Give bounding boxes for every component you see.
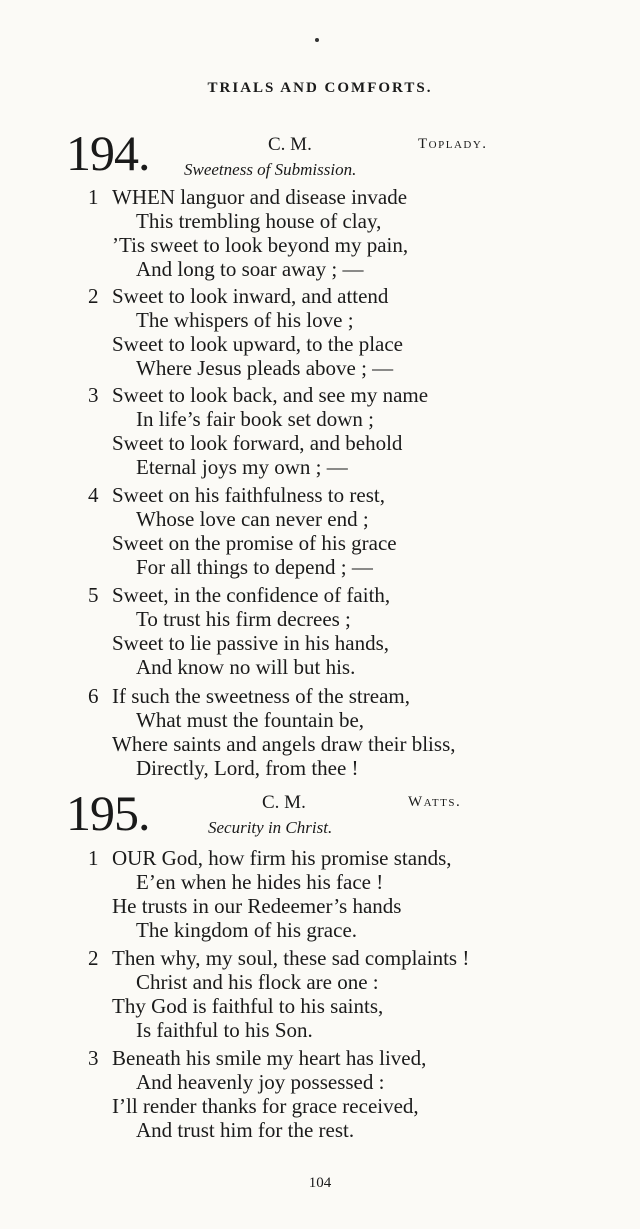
stanza-number: 1 [88, 185, 99, 209]
stanza-number: 3 [88, 383, 99, 407]
stanza-number: 3 [88, 1046, 99, 1070]
verse-line: Directly, Lord, from thee ! [136, 756, 359, 780]
verse-line: Is faithful to his Son. [136, 1018, 313, 1042]
stanza-195-1 [88, 846, 608, 942]
verse-line: And heavenly joy possessed : [136, 1070, 385, 1094]
hymn-194-header [0, 125, 640, 188]
verse-line: And long to soar away ; — [136, 257, 364, 281]
verse-line: Sweet on the promise of his grace [112, 531, 397, 555]
stanza-number: 2 [88, 284, 99, 308]
verse-line: To trust his firm decrees ; [136, 607, 351, 631]
stanza-194-2 [88, 284, 608, 380]
stanza-number: 2 [88, 946, 99, 970]
verse-line: Where Jesus pleads above ; — [136, 356, 394, 380]
hymn-195-header [0, 785, 640, 848]
stanza-number: 5 [88, 583, 99, 607]
verse-line: 1 WHEN languor and disease invade [88, 185, 408, 209]
verse-line: Eternal joys my own ; — [136, 455, 348, 479]
hymn-author: Watts. [408, 794, 462, 810]
verse-line: And know no will but his. [136, 655, 356, 679]
verse-line: 2 Sweet to look inward, and attend [88, 284, 389, 308]
stanza-194-1 [88, 185, 608, 281]
stanza-194-3 [88, 383, 608, 479]
hymn-author: Toplady. [418, 136, 488, 152]
verse-line: And trust him for the rest. [136, 1118, 355, 1142]
verse-line: Where saints and angels draw their bliss, [112, 732, 456, 756]
page-number: 104 [308, 1175, 332, 1191]
verse-line: This trembling house of clay, [136, 209, 382, 233]
verse-line: The kingdom of his grace. [136, 918, 358, 942]
verse-line: Sweet to look forward, and behold [112, 431, 403, 455]
verse-line: Whose love can never end ; [136, 507, 369, 531]
verse-line: 2 Then why, my soul, these sad complaints ! [88, 946, 470, 970]
hymn-meter: C. M. [268, 134, 312, 155]
stanza-194-5 [88, 583, 608, 679]
stanza-195-3 [88, 1046, 608, 1142]
hymn-subtitle: Sweetness of Submission. [184, 160, 357, 179]
verse-line: Sweet to look upward, to the place [112, 332, 404, 356]
verse-line: E’en when he hides his face ! [136, 870, 384, 894]
stanza-195-2 [88, 946, 608, 1042]
verse-line: For all things to depend ; — [136, 555, 373, 579]
verse-line: 5 Sweet, in the confidence of faith, [88, 583, 391, 607]
verse-line: 6 If such the sweetness of the stream, [88, 684, 410, 708]
verse-line: Sweet to lie passive in his hands, [112, 631, 390, 655]
verse-line: What must the fountain be, [136, 708, 365, 732]
verse-line: 3 Sweet to look back, and see my name [88, 383, 429, 407]
stanza-194-6 [88, 684, 608, 780]
hymn-number: 194. [66, 125, 150, 181]
verse-line: The whispers of his love ; [136, 308, 354, 332]
hymn-subtitle: Security in Christ. [208, 818, 333, 837]
verse-line: 4 Sweet on his faithfulness to rest, [88, 483, 385, 507]
verse-line: Thy God is faithful to his saints, [112, 994, 384, 1018]
hymn-meter: C. M. [262, 792, 306, 813]
verse-line: He trusts in our Redeemer’s hands [112, 894, 402, 918]
stanza-number: 1 [88, 846, 99, 870]
stanza-194-4 [88, 483, 608, 579]
hymn-number: 195. [66, 785, 150, 841]
verse-line: 1 OUR God, how firm his promise stands, [88, 846, 452, 870]
verse-line: In life’s fair book set down ; [136, 407, 374, 431]
verse-line: ’Tis sweet to look beyond my pain, [112, 233, 409, 257]
verse-line: 3 Beneath his smile my heart has lived, [88, 1046, 427, 1070]
ornament-dot [315, 38, 319, 42]
running-head: TRIALS AND COMFORTS. [207, 80, 433, 96]
verse-line: Christ and his flock are one : [136, 970, 379, 994]
stanza-number: 4 [88, 483, 99, 507]
stanza-number: 6 [88, 684, 99, 708]
verse-line: I’ll render thanks for grace received, [112, 1094, 419, 1118]
